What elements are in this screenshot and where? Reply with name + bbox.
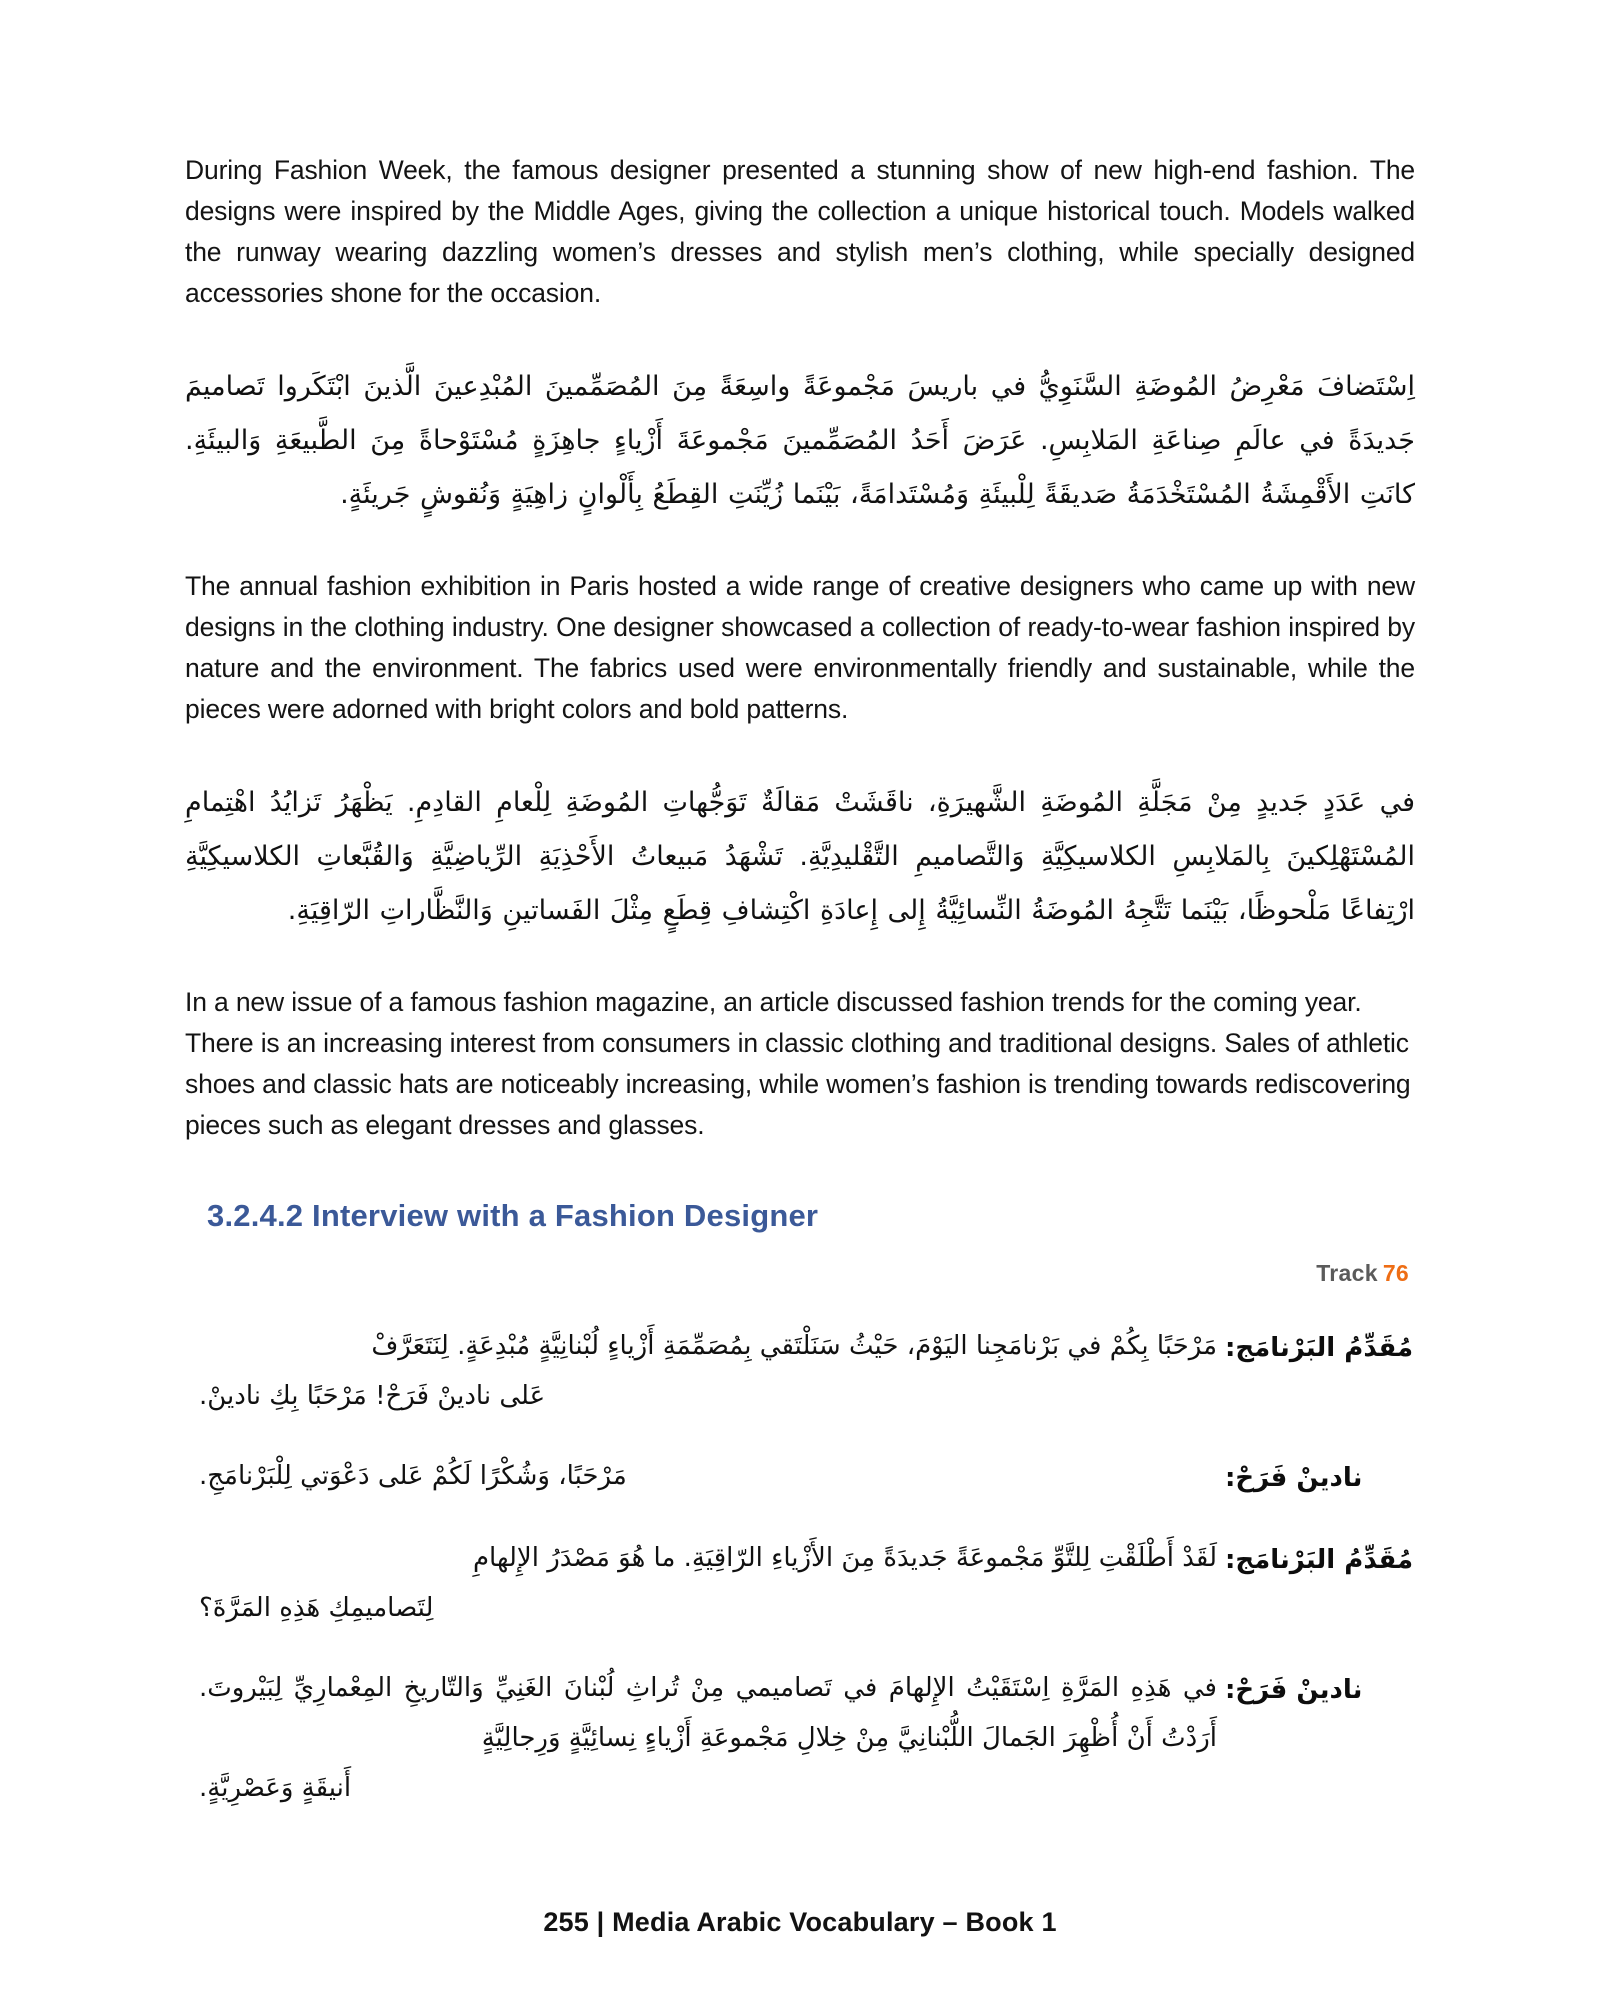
dialogue-line-tail: عَلى نادينْ فَرَحْ! مَرْحَبًا بِكِ نادينْ.: [199, 1381, 546, 1411]
page-footer: 255 | Media Arabic Vocabulary – Book 1: [543, 1907, 1057, 1937]
spacer: [185, 522, 1415, 566]
spacer: [185, 1146, 1415, 1198]
arabic-paragraph-1: اِسْتَضافَ مَعْرِضُ المُوضَةِ السَّنَوِيُّ في باريسَ مَجْموعَةً واسِعَةً مِنَ المُصَمِّمينَ المُبْدِعينَ الَّذينَ ابْتَكَروا تَصاميمَ جَديدَةً في عالَمِ صِناعَةِ المَلابِسِ. عَرَضَ أَحَدُ المُصَمِّمينَ مَجْموعَةَ أَزْياءٍ جاهِزَةٍ مُسْتَوْحاةً مِنَ الطَّبيعَةِ وَالبيئَةِ. كانَتِ الأَقْمِشَةُ المُسْتَخْدَمَةُ صَديقَةً لِلْبيئَةِ وَمُسْتَدامَةً، بَيْنَما زُيِّنَتِ القِطَعُ بِأَلْوانٍ زاهِيَةٍ وَنُقوشٍ جَريئَةٍ.: [185, 371, 1415, 510]
dialogue-text: [185, 1533, 1217, 1633]
english-paragraph-2: The annual fashion exhibition in Paris hosted a wide range of creative designers who came up with new designs in the clothing industry. One designer showcased a collection of ready-to-wear fashion inspired by nature and the environment. The fabrics used were environmentally friendly and sustainable, while the pieces were adorned with bright colors and bold patterns.: [185, 571, 1415, 724]
dialogue-line-main: في هَذِهِ المَرَّةِ اِسْتَقَيْتُ الإِلهامَ في تَصاميمي مِنْ تُراثِ لُبْنانَ الغَنِيِّ وَالتّاريخِ المِعْمارِيِّ لِبَيْروتَ. أَرَدْتُ أَنْ أُظْهِرَ الجَمالَ اللُّبْنانِيَّ مِنْ خِلالِ مَجْموعَةِ أَزْياءٍ نِسائِيَّةٍ وَرِجالِيَّةٍ: [199, 1673, 1217, 1753]
dialogue-text: [185, 1321, 1217, 1421]
dialogue-line-tail: لِتَصاميمِكِ هَذِهِ المَرَّةَ؟: [199, 1593, 434, 1623]
dialogue-turn: [185, 1451, 1415, 1503]
dialogue-line-tail: أَنيقَةٍ وَعَصْرِيَّةٍ.: [199, 1773, 352, 1803]
track-number: 76: [1382, 1260, 1409, 1286]
english-paragraph-1: During Fashion Week, the famous designer presented a stunning show of new high-end fashion. The designs were inspired by the Middle Ages, giving the collection a unique historical touch. Models walked the runway wearing dazzling women’s dresses and stylish men’s clothing, while specially designed accessories shone for the occasion.: [185, 155, 1415, 308]
arabic-paragraph-2: في عَدَدٍ جَديدٍ مِنْ مَجَلَّةِ المُوضَةِ الشَّهيرَةِ، ناقَشَتْ مَقالَةٌ تَوَجُّهاتِ المُوضَةِ لِلْعامِ القادِمِ. يَظْهَرُ تَزايُدُ اهْتِمامِ المُسْتَهْلِكينَ بِالمَلابِسِ الكلاسيكِيَّةِ وَالتَّصاميمِ التَّقْليدِيَّةِ. تَشْهَدُ مَبيعاتُ الأَحْذِيَةِ الرِّياضِيَّةِ وَالقُبَّعاتِ الكلاسيكِيَّةِ ارْتِفاعًا مَلْحوظًا، بَيْنَما تَتَّجِهُ المُوضَةُ النِّسائِيَّةُ إِلى إِعادَةِ اكْتِشافِ قِطَعٍ مِثْلَ الفَساتينِ وَالنَّظَّاراتِ الرّاقِيَةِ.: [185, 787, 1415, 926]
dialogue-line-main: لَقَدْ أَطْلَقْتِ لِلتَّوِّ مَجْموعَةً جَديدَةً مِنَ الأَزْياءِ الرّاقِيَةِ. ما هُوَ مَصْدَرُ الإِلهامِ: [472, 1543, 1217, 1573]
dialogue-text: [185, 1663, 1217, 1813]
spacer: [185, 730, 1415, 776]
dialogue-speaker: نادينْ فَرَحْ:: [1225, 1675, 1363, 1705]
spacer: [185, 938, 1415, 982]
dialogue-speaker: مُقَدِّمُ البَرْنامَج:: [1225, 1333, 1414, 1363]
english-paragraph-3: In a new issue of a famous fashion magazine, an article discussed fashion trends for the coming year. There is an increasing interest from consumers in classic clothing and traditional designs. Sales of athletic shoes and classic hats are noticeably increasing, while women’s fashion is trending towards rediscovering pieces such as elegant dresses and glasses.: [185, 987, 1411, 1140]
section-heading: 3.2.4.2 Interview with a Fashion Designer: [207, 1198, 819, 1233]
dialogue-turn: [185, 1663, 1415, 1813]
dialogue-turn: [185, 1533, 1415, 1633]
dialogue-line-tail: مَرْحَبًا، وَشُكْرًا لَكُمْ عَلى دَعْوَتي لِلْبَرْنامَجِ.: [199, 1461, 627, 1491]
dialogue-turn: [185, 1321, 1415, 1421]
dialogue-line-main: مَرْحَبًا بِكُمْ في بَرْنامَجِنا اليَوْمَ، حَيْثُ سَنَلْتَقي بِمُصَمِّمَةِ أَزْياءٍ لُبْنانِيَّةٍ مُبْدِعَةٍ. لِنَتَعَرَّفْ: [371, 1331, 1217, 1361]
track-label: [185, 1260, 1415, 1287]
track-word: Track: [1316, 1260, 1378, 1286]
spacer: [185, 314, 1415, 360]
dialogue-speaker: نادينْ فَرَحْ:: [1225, 1463, 1363, 1493]
dialogue-list: [185, 1321, 1415, 1813]
dialogue-speaker: مُقَدِّمُ البَرْنامَج:: [1225, 1545, 1414, 1575]
dialogue-text: [185, 1451, 1217, 1501]
